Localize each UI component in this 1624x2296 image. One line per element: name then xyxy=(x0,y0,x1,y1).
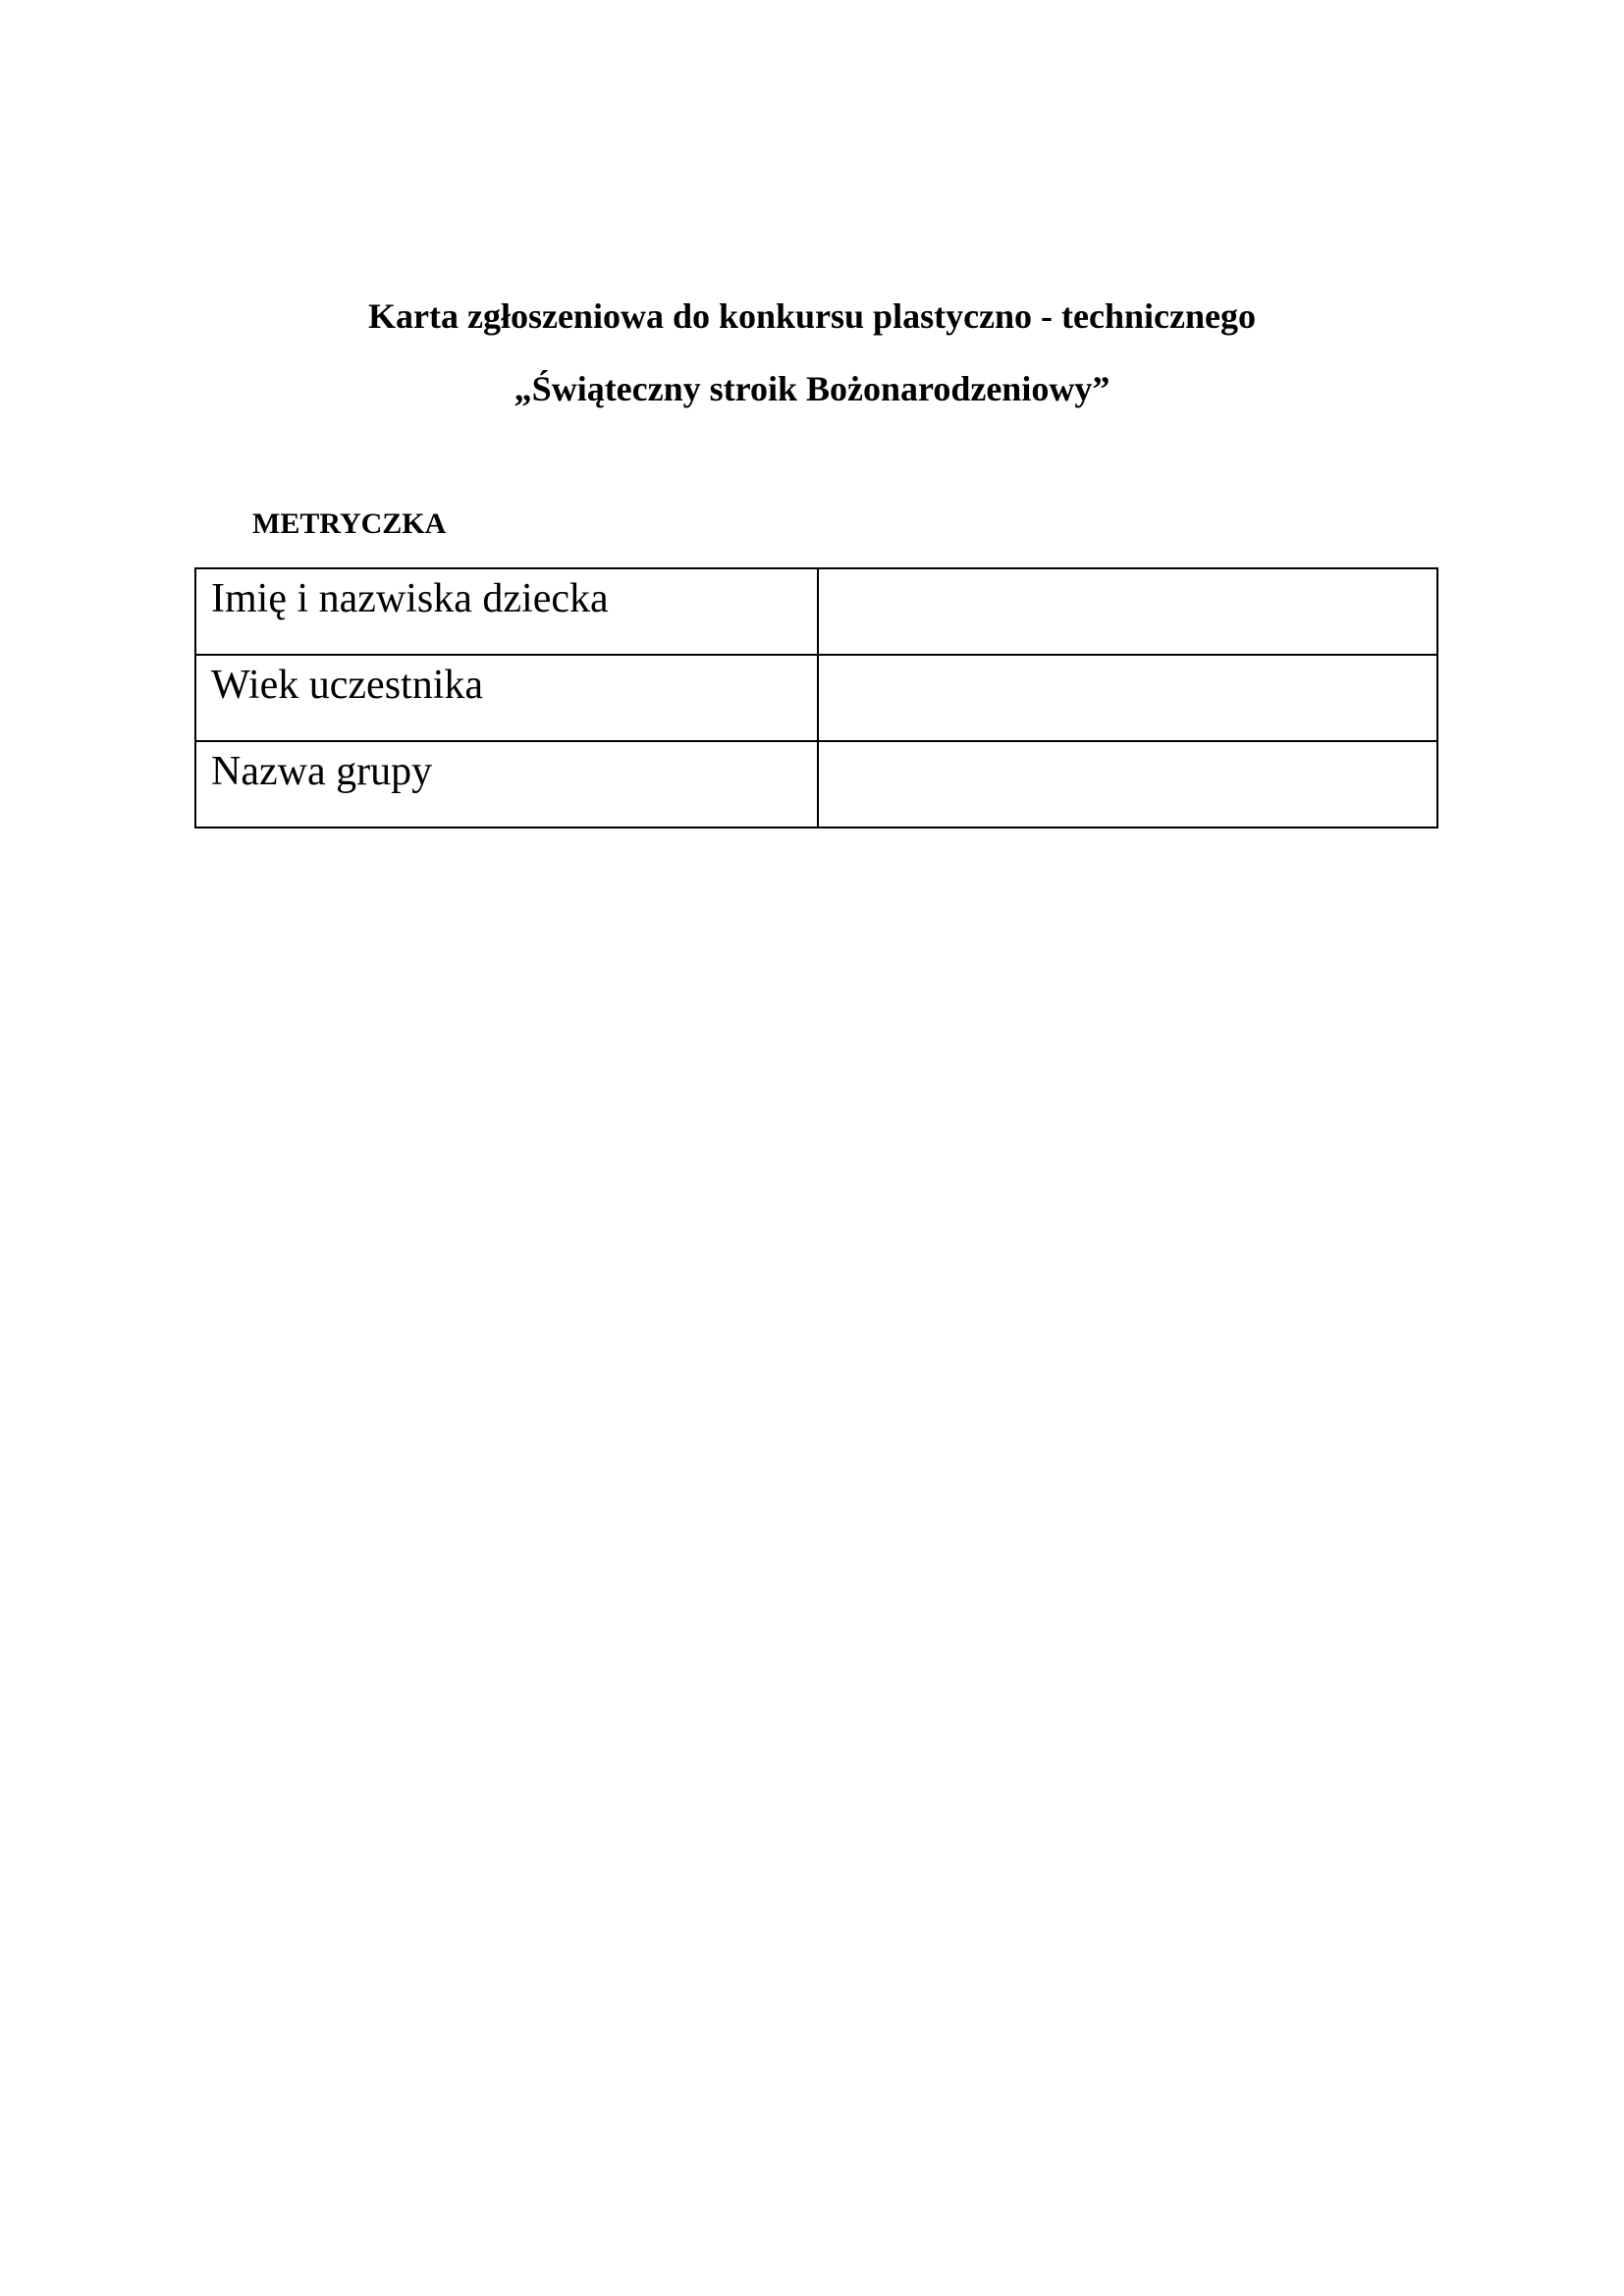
row-label-cell xyxy=(195,655,818,741)
document-title: Karta zgłoszeniowa do konkursu plastyczno - technicznego xyxy=(368,296,1256,336)
section-label-metryczka: METRYCZKA xyxy=(252,507,447,540)
participant-age-field[interactable] xyxy=(818,655,1437,741)
row-label-cell xyxy=(195,568,818,655)
table-row xyxy=(195,655,1437,741)
row-value xyxy=(819,742,1436,747)
document-subtitle: „Świąteczny stroik Bożonarodzeniowy” xyxy=(514,369,1110,408)
row-label-cell xyxy=(195,741,818,828)
row-label-child-name: Imię i nazwiska dziecka xyxy=(211,576,609,621)
child-name-field[interactable] xyxy=(818,568,1437,655)
group-name-field[interactable] xyxy=(818,741,1437,828)
table-row xyxy=(195,741,1437,828)
metryczka-table xyxy=(194,567,1438,828)
row-value xyxy=(819,656,1436,661)
row-label-group-name: Nazwa grupy xyxy=(211,749,433,794)
table-row xyxy=(195,568,1437,655)
row-label-participant-age: Wiek uczestnika xyxy=(211,663,484,708)
row-value xyxy=(819,569,1436,574)
